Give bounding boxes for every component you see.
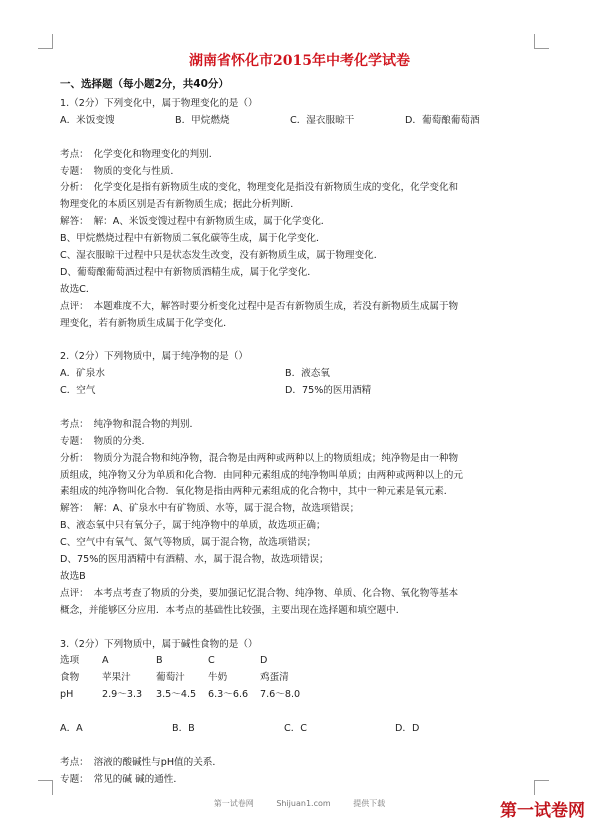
q1-comment: 点评： 本题难度不大，解答时要分析变化过程中是否有新物质生成，若没有新物质生成属于物 <box>60 300 459 312</box>
footer-link-download[interactable]: 提供下载 <box>353 799 386 808</box>
q3-cell: 7.6～8.0 <box>260 689 301 701</box>
q3-option-c: C．C <box>284 722 307 734</box>
document-body <box>60 96 535 789</box>
question-2-options-row-2 <box>60 383 535 400</box>
q1-solution: 解答： 解：A、米饭变馊过程中有新物质生成，属于化学变化． <box>60 216 331 228</box>
question-2-stem: 2.（2分）下列物质中，属于纯净物的是（） <box>60 351 248 363</box>
q2-comment-cont: 概念，并能够区分应用．本考点的基础性比较强，主要出现在选择题和填空题中． <box>60 604 406 616</box>
section-heading: 一、选择题（每小题2分，共40分） <box>60 78 229 90</box>
q3-cell: D <box>260 655 268 667</box>
q2-kaodian: 考点： 纯净物和混合物的判别． <box>60 418 200 430</box>
q1-solution-d: D、葡萄酿葡萄酒过程中有新物质酒精生成，属于化学变化． <box>60 266 317 278</box>
q2-answer: 故选B <box>60 570 86 582</box>
q2-solution-c: C、空气中有氧气、氮气等物质，属于混合物，故选项错误； <box>60 537 317 549</box>
q2-analysis-cont-1: 质组成，纯净物又分为单质和化合物．由同种元素组成的纯净物叫单质；由两种或两种以上的元 <box>60 469 463 481</box>
q3-kaodian: 考点： 溶液的酸碱性与pH值的关系． <box>60 756 223 768</box>
q1-analysis-cont: 物理变化的本质区别是否有新物质生成；据此分析判断． <box>60 199 300 211</box>
q3-cell: 6.3～6.6 <box>208 689 249 701</box>
crop-mark-bottom-right <box>534 780 549 795</box>
q3-cell: 苹果汁 <box>102 672 131 684</box>
q2-option-c: C．空气 <box>60 385 96 397</box>
q3-table-row-food <box>60 670 535 687</box>
q1-solution-b: B、甲烷燃烧过程中有新物质二氧化碳等生成，属于化学变化． <box>60 233 326 245</box>
q3-cell: 鸡蛋清 <box>260 672 289 684</box>
q1-option-b: B．甲烷燃烧 <box>175 114 230 126</box>
q3-row-label: 食物 <box>60 672 80 684</box>
q1-option-a: A．米饭变馊 <box>60 114 115 126</box>
q1-zhuanti: 专题： 物质的变化与性质． <box>60 165 180 177</box>
q3-row-label: pH <box>60 689 74 701</box>
q3-cell: 牛奶 <box>208 672 228 684</box>
q3-zhuanti: 专题： 常见的碱 碱的通性． <box>60 773 183 785</box>
q2-solution: 解答： 解：A、矿泉水中有矿物质、水等，属于混合物，故选项错误； <box>60 503 360 515</box>
question-2-options-row-1 <box>60 366 535 383</box>
question-3-options <box>60 721 535 738</box>
q2-solution-b: B、液态氧中只有氧分子，属于纯净物中的单质，故选项正确； <box>60 520 326 532</box>
q3-table-row-ph <box>60 687 535 704</box>
q1-option-d: D．葡萄酿葡萄酒 <box>405 114 480 126</box>
q3-cell: 3.5～4.5 <box>156 689 197 701</box>
crop-mark-top-left <box>38 34 53 49</box>
question-3-stem: 3.（2分）下列物质中，属于碱性食物的是（） <box>60 638 258 650</box>
q1-answer: 故选C． <box>60 283 96 295</box>
q2-option-a: A．矿泉水 <box>60 368 105 380</box>
question-1-options <box>60 113 535 130</box>
q1-comment-cont: 理变化，若有新物质生成属于化学变化． <box>60 317 233 329</box>
q1-option-c: C．湿衣服晾干 <box>290 114 355 126</box>
footer-link-domain[interactable]: Shijuan1.com <box>276 799 331 808</box>
q3-option-d: D．D <box>395 722 420 734</box>
question-1-stem: 1.（2分）下列变化中，属于物理变化的是（） <box>60 98 258 109</box>
q3-cell: A <box>102 655 109 667</box>
brand-logo: 第一试卷网 <box>500 801 585 821</box>
q3-table-row-options <box>60 653 535 670</box>
q3-option-a: A．A <box>60 722 83 734</box>
q3-cell: B <box>156 655 163 667</box>
q1-analysis: 分析： 化学变化是指有新物质生成的变化，物理变化是指没有新物质生成的变化，化学变化和 <box>60 182 459 194</box>
q3-option-b: B．B <box>172 722 195 734</box>
footer-link-site-name[interactable]: 第一试卷网 <box>213 799 254 808</box>
q1-kaodian: 考点： 化学变化和物理变化的判别． <box>60 148 219 160</box>
crop-mark-bottom-left <box>38 780 53 795</box>
q2-option-b: B．液态氧 <box>285 368 330 380</box>
q2-analysis-cont-2: 素组成的纯净物叫化合物．氧化物是指由两种元素组成的化合物中，其中一种元素是氧元素． <box>60 486 454 498</box>
q2-zhuanti: 专题： 物质的分类． <box>60 435 152 447</box>
q2-analysis: 分析： 物质分为混合物和纯净物，混合物是由两种或两种以上的物质组成；纯净物是由一种物 <box>60 452 459 464</box>
q2-comment: 点评： 本考点考查了物质的分类，要加强记忆混合物、纯净物、单质、化合物、氧化物等基本 <box>60 587 459 599</box>
crop-mark-top-right <box>534 34 549 49</box>
q3-cell: 2.9～3.3 <box>102 689 143 701</box>
q3-cell: 葡萄汁 <box>156 672 185 684</box>
q2-option-d: D．75%的医用酒精 <box>285 385 372 397</box>
page-title: 湖南省怀化市2015年中考化学试卷 <box>189 53 410 69</box>
q1-solution-c: C、湿衣服晾干过程中只是状态发生改变，没有新物质生成，属于物理变化． <box>60 250 384 262</box>
q2-solution-d: D、75%的医用酒精中有酒精、水，属于混合物，故选项错误； <box>60 554 329 566</box>
q3-cell: C <box>208 655 215 667</box>
q3-row-label: 选项 <box>60 655 80 667</box>
